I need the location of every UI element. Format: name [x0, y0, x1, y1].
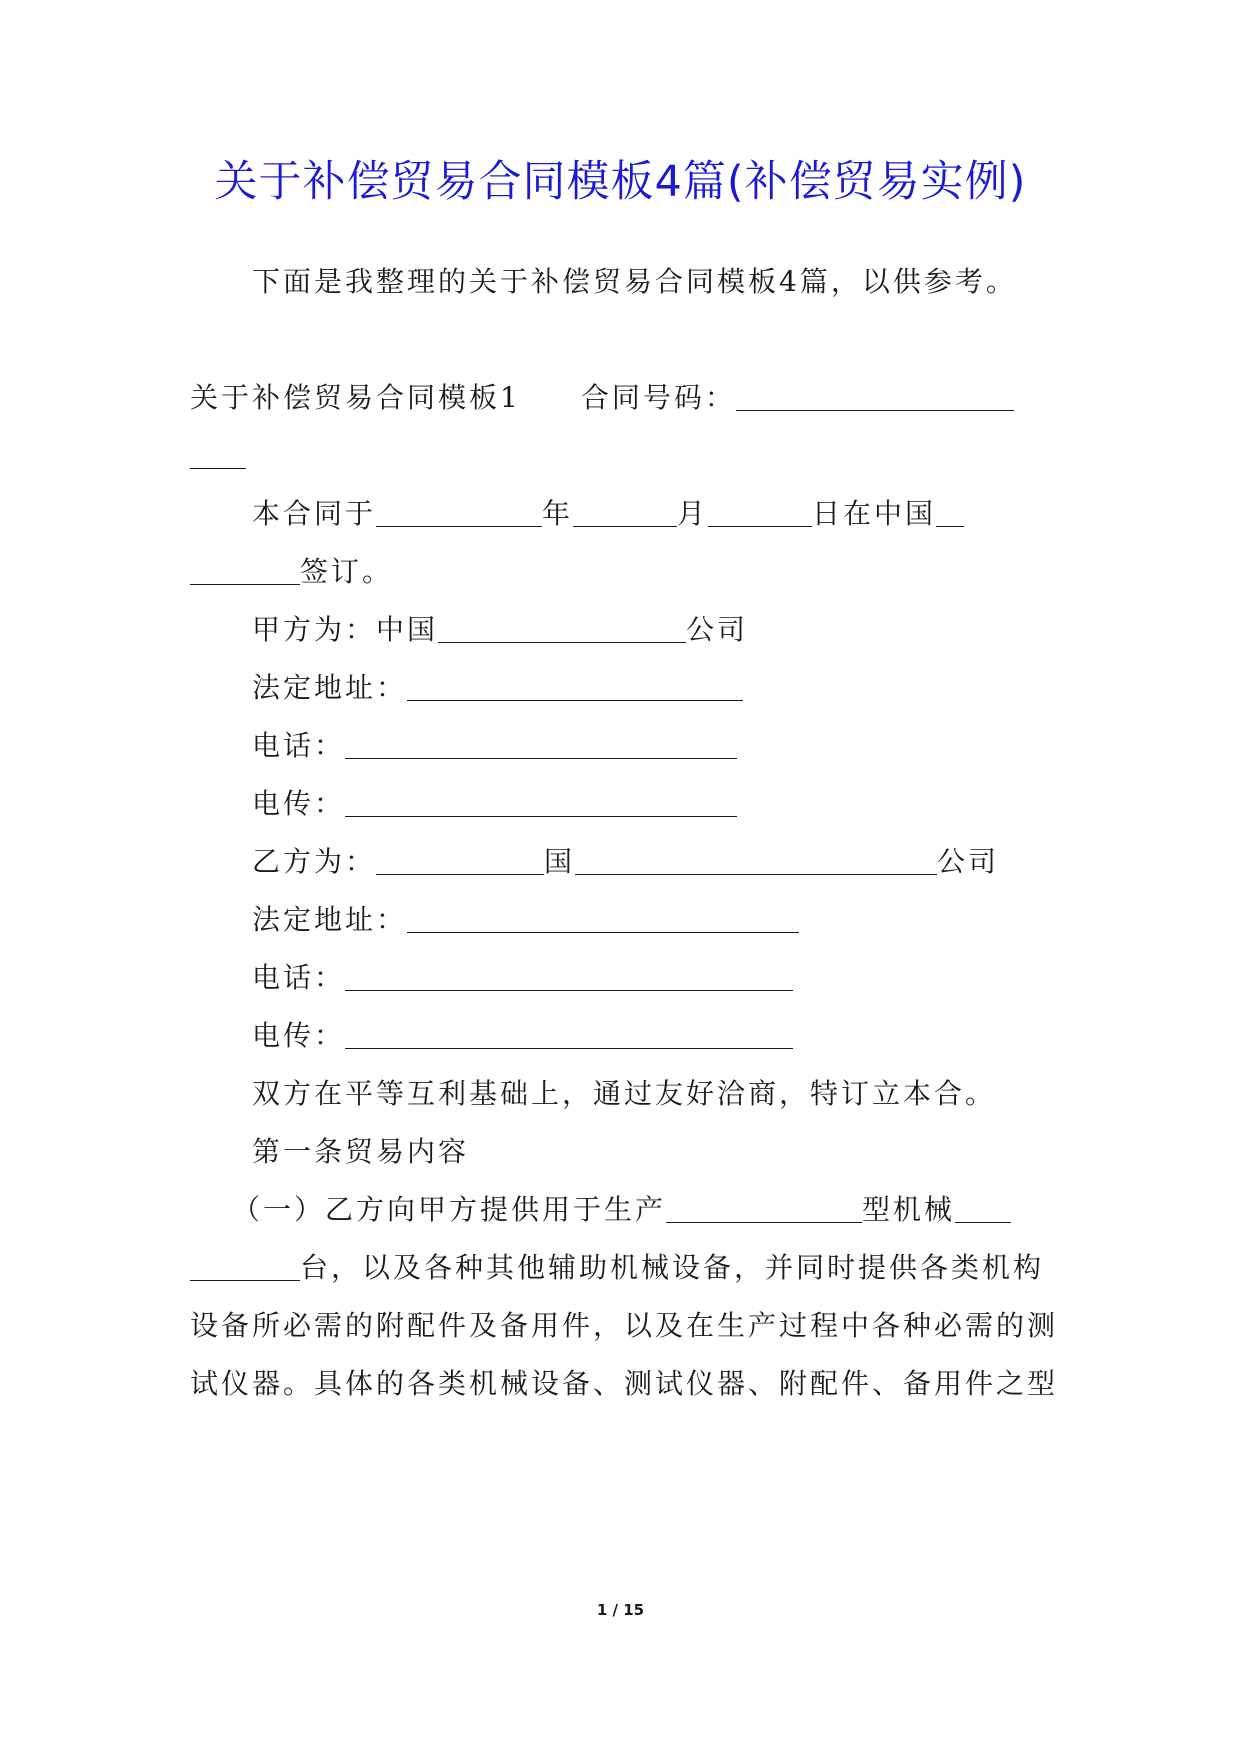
signing-place-line: 签订。 [190, 552, 1050, 592]
party-a-address-blank [407, 672, 743, 701]
machine-quantity-blank [955, 1194, 1011, 1223]
page-indicator: 1 / 15 [596, 1601, 645, 1619]
party-a-address-line: 法定地址： [252, 668, 1112, 708]
machine-model-blank [666, 1194, 862, 1223]
party-b-company-blank [575, 846, 937, 875]
agreement-sentence: 双方在平等互利基础上，通过友好洽商，特订立本合。 [252, 1077, 997, 1110]
party-b-address-line: 法定地址： [252, 900, 1112, 940]
clause-1-line-4: 试仪器。具体的各类机械设备、测试仪器、附配件、备用件之型 [190, 1367, 1059, 1400]
signing-date-line: 本合同于 年 月 日在中国 [252, 494, 1112, 534]
party-a-fax-line: 电传： [252, 784, 1112, 824]
party-a-phone-blank [345, 730, 737, 759]
clause-1-line-2: 台，以及各种其他辅助机械设备，并同时提供各类机构 [190, 1248, 1050, 1288]
party-b-phone-line: 电话： [252, 958, 1112, 998]
party-b-fax-line: 电传： [252, 1016, 1112, 1056]
contract-no-label: 合同号码： [580, 381, 736, 414]
party-a-phone-line: 电话： [252, 726, 1112, 766]
party-a-fax-blank [345, 788, 737, 817]
contract-no-blank [736, 382, 1014, 411]
party-b-address-blank [407, 904, 799, 933]
party-b-phone-blank [345, 962, 793, 991]
document-title: 关于补偿贸易合同模板4篇(补偿贸易实例) [214, 157, 1027, 207]
year-blank [376, 498, 542, 527]
section-heading: 关于补偿贸易合同模板1 [190, 381, 521, 414]
party-b-country-blank [376, 846, 544, 875]
month-blank [573, 498, 677, 527]
party-a-line: 甲方为：中国 公司 [252, 613, 749, 646]
day-blank [708, 498, 812, 527]
party-a-company-blank [438, 614, 686, 643]
party-b-fax-blank [345, 1020, 793, 1049]
clause-1-line-3: 设备所必需的附配件及备用件，以及在生产过程中各种必需的测 [190, 1309, 1059, 1342]
article-1-heading: 第一条贸易内容 [252, 1135, 470, 1168]
clause-1-line-1: （一）乙方向甲方提供用于生产 型机械 [232, 1190, 1092, 1230]
contract-no-blank-continued [190, 436, 1050, 476]
contract-heading-line [190, 378, 1050, 418]
intro-paragraph: 下面是我整理的关于补偿贸易合同模板4篇，以供参考。 [252, 265, 1017, 298]
place-blank [936, 498, 964, 527]
party-b-line: 乙方为： 国 公司 [252, 845, 1000, 878]
